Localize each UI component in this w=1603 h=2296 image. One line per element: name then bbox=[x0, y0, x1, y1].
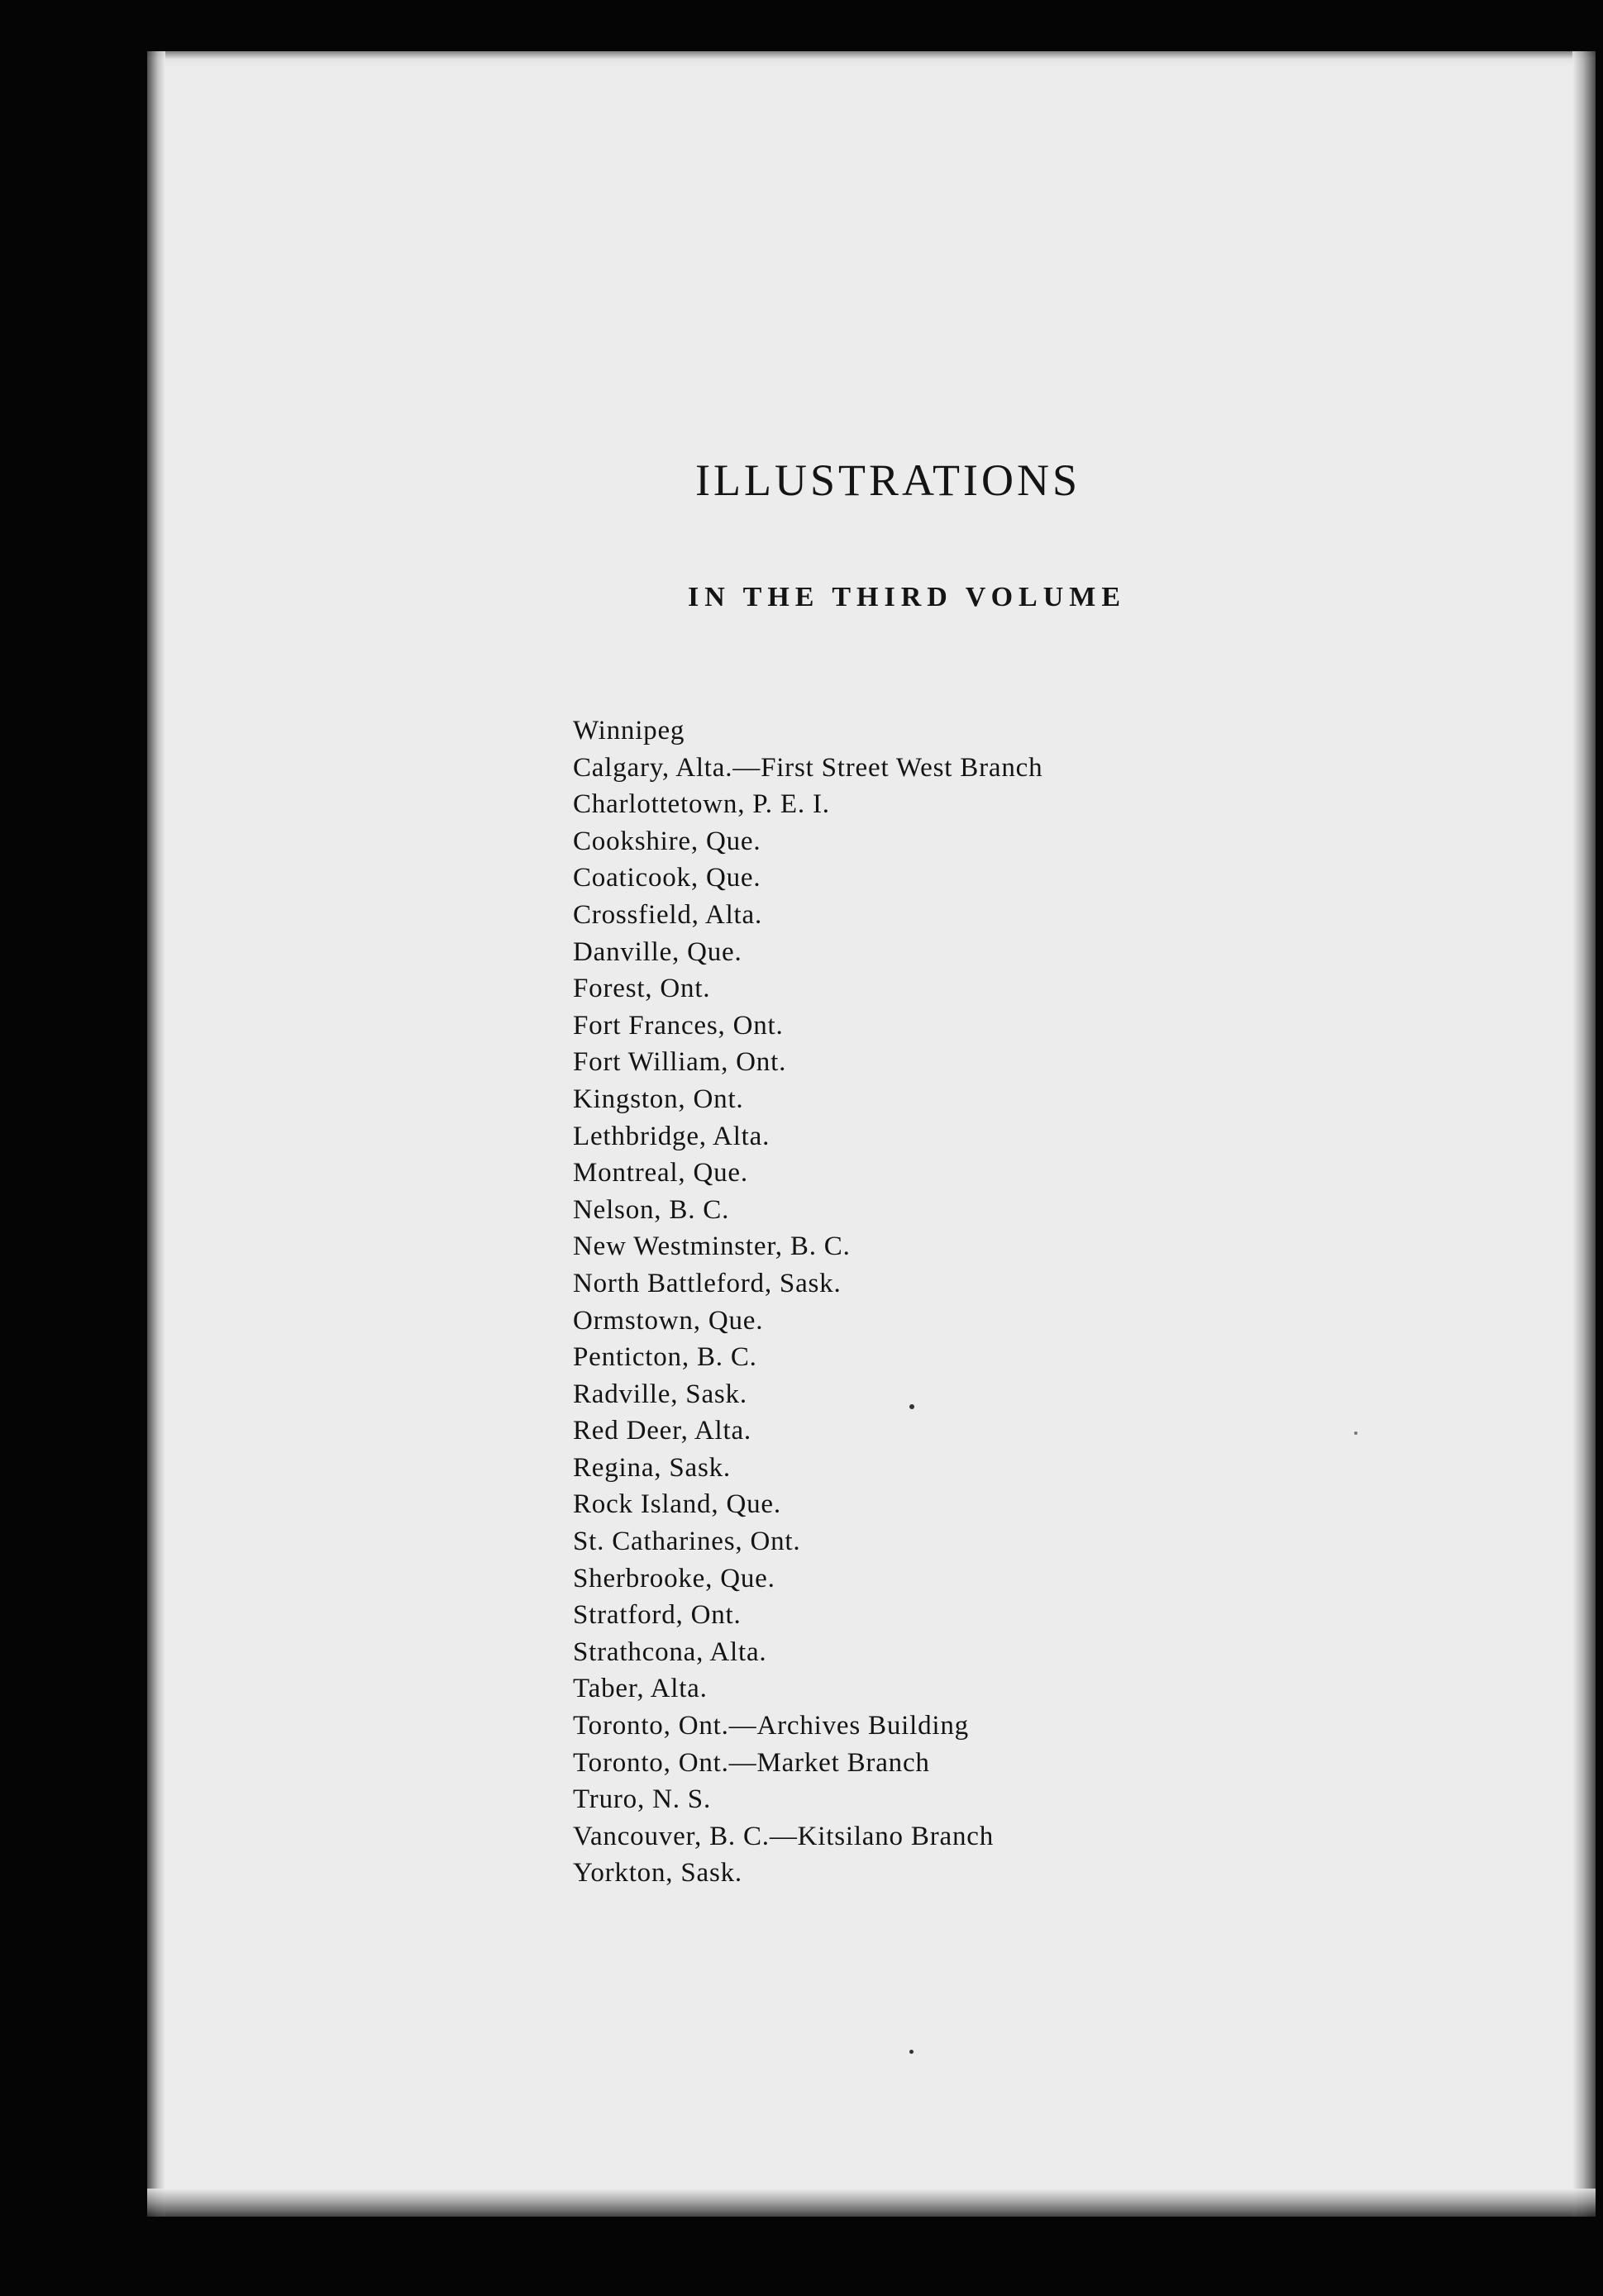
page-edge-bottom bbox=[147, 2189, 1596, 2217]
list-item: Forest, Ont. bbox=[573, 974, 711, 1004]
list-item: Strathcona, Alta. bbox=[573, 1636, 767, 1667]
list-item: Toronto, Ont.—Market Branch bbox=[573, 1747, 930, 1778]
list-item: Winnipeg bbox=[573, 716, 685, 745]
list-item: Yorkton, Sask. bbox=[573, 1858, 742, 1889]
page-subtitle: IN THE THIRD VOLUME bbox=[687, 582, 1127, 612]
list-item: New Westminster, B. C. bbox=[573, 1231, 851, 1262]
list-item: Penticton, B. C. bbox=[573, 1342, 757, 1373]
list-item: Calgary, Alta.—First Street West Branch bbox=[573, 752, 1043, 783]
list-item: Toronto, Ont.—Archives Building bbox=[573, 1711, 969, 1741]
list-item: North Battleford, Sask. bbox=[573, 1268, 842, 1298]
list-item: Stratford, Ont. bbox=[573, 1600, 742, 1631]
list-item: St. Catharines, Ont. bbox=[573, 1527, 801, 1557]
scan-speck bbox=[909, 2050, 914, 2054]
page-edge-right bbox=[1572, 51, 1596, 2217]
scanned-page bbox=[147, 51, 1596, 2217]
list-item: Montreal, Que. bbox=[573, 1158, 748, 1188]
scan-speck bbox=[909, 1404, 914, 1409]
list-item: Kingston, Ont. bbox=[573, 1084, 744, 1114]
list-item: Danville, Que. bbox=[573, 936, 742, 967]
list-item: Red Deer, Alta. bbox=[573, 1416, 751, 1446]
list-item: Radville, Sask. bbox=[573, 1379, 747, 1409]
list-item: Fort William, Ont. bbox=[573, 1047, 787, 1078]
list-item: Regina, Sask. bbox=[573, 1452, 731, 1483]
list-item: Cookshire, Que. bbox=[573, 826, 761, 856]
list-item: Rock Island, Que. bbox=[573, 1489, 781, 1520]
page-edge-top bbox=[147, 51, 1596, 60]
list-item: Taber, Alta. bbox=[573, 1674, 708, 1704]
list-item: Lethbridge, Alta. bbox=[573, 1121, 770, 1151]
scan-speck bbox=[1354, 1431, 1357, 1435]
list-item: Coaticook, Que. bbox=[573, 863, 761, 893]
list-item: Nelson, B. C. bbox=[573, 1194, 730, 1225]
illustrations-list bbox=[573, 712, 1042, 1892]
list-item: Ormstown, Que. bbox=[573, 1305, 764, 1336]
list-item: Vancouver, B. C.—Kitsilano Branch bbox=[573, 1821, 994, 1851]
list-item: Crossfield, Alta. bbox=[573, 899, 763, 930]
list-item: Truro, N. S. bbox=[573, 1784, 712, 1815]
list-item: Fort Frances, Ont. bbox=[573, 1010, 784, 1041]
list-item: Charlottetown, P. E. I. bbox=[573, 789, 830, 820]
page-edge-left bbox=[147, 51, 165, 2217]
page-title: ILLUSTRATIONS bbox=[695, 455, 1081, 505]
list-item: Sherbrooke, Que. bbox=[573, 1563, 775, 1593]
